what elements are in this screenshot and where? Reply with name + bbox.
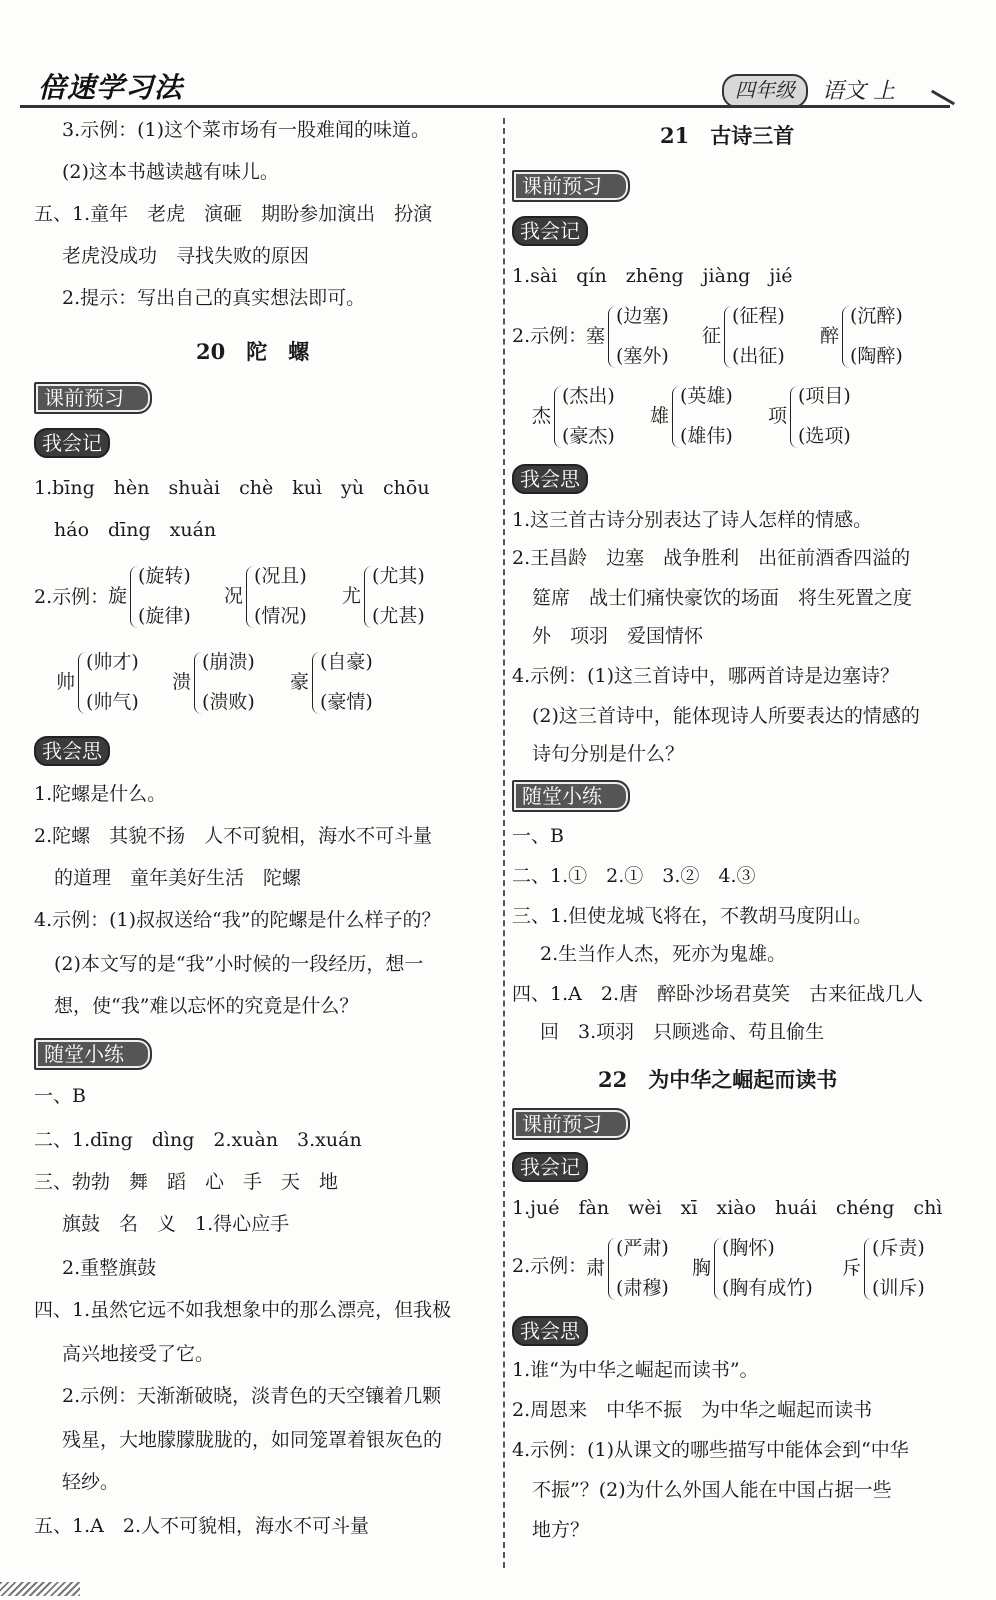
answer-line: 4.示例：(1)从课文的哪些描写中能体会到“中华 [512, 1439, 909, 1461]
answer-line: 外 项羽 爱国情怀 [532, 625, 704, 647]
pinyin-line: háo dīng xuán [54, 519, 217, 541]
answer-line: 回 3.项羽 只顾逃命、苟且偷生 [540, 1021, 825, 1043]
grade-badge: 四年级 [722, 74, 808, 108]
answer-line: 2.王昌龄 边塞 战争胜利 出征前酒香四溢的 [512, 547, 911, 569]
answer-line: 五、1.童年 老虎 演砸 期盼参加演出 扮演 [34, 203, 433, 225]
answer-line: 不振”？(2)为什么外国人能在中国占据一些 [532, 1479, 892, 1501]
subsection-tag-think: 我会思 [512, 464, 588, 494]
section-tag-practice: 随堂小练 [512, 780, 630, 812]
answer-line: 2.陀螺 其貌不扬 人不可貌相，海水不可斗量 [34, 825, 433, 847]
answer-line: 二、1.① 2.① 3.② 4.③ [512, 865, 756, 887]
answer-line: (2)这三首诗中，能体现诗人所要表达的情感的 [532, 705, 920, 727]
answer-line: (2)这本书越读越有味儿。 [62, 161, 279, 183]
answer-line: 五、1.A 2.人不可貌相，海水不可斗量 [34, 1515, 369, 1537]
column-divider [503, 118, 505, 1568]
answer-line: 三、勃勃 舞 蹈 心 手 天 地 [34, 1171, 339, 1193]
answer-line: 残星，大地朦朦胧胧的，如同笼罩着银灰色的 [62, 1429, 443, 1451]
answer-line: 1.陀螺是什么。 [34, 783, 167, 805]
subsection-tag-remember: 我会记 [34, 428, 110, 458]
answer-line: 诗句分别是什么？ [532, 743, 685, 765]
section-tag-preview: 课前预习 [512, 170, 630, 202]
answer-line: 2.周恩来 中华不振 为中华之崛起而读书 [512, 1399, 873, 1421]
lesson-title: 22 为中华之崛起而读书 [598, 1067, 838, 1092]
answer-line: 2.示例：天渐渐破晓，淡青色的天空镶着几颗 [62, 1385, 442, 1407]
page-header [0, 0, 996, 108]
answer-line: 老虎没成功 寻找失败的原因 [62, 245, 310, 267]
section-tag-preview: 课前预习 [34, 382, 152, 414]
example-prefix: 2.示例： [512, 1255, 588, 1277]
answer-line: 1.这三首古诗分别表达了诗人怎样的情感。 [512, 509, 873, 531]
header-rule-tip [931, 90, 955, 106]
answer-line: (2)本文写的是“我”小时候的一段经历，想一 [54, 953, 424, 975]
subsection-tag-think: 我会思 [34, 736, 110, 766]
subsection-tag-think: 我会思 [512, 1316, 588, 1346]
answer-line: 2.提示：写出自己的真实想法即可。 [62, 287, 366, 309]
lesson-title: 21 古诗三首 [660, 123, 795, 148]
section-tag-practice: 随堂小练 [34, 1038, 152, 1070]
answer-line: 一、B [34, 1085, 86, 1107]
footer-decoration [0, 1582, 80, 1596]
subsection-tag-remember: 我会记 [512, 1152, 588, 1182]
answer-line: 二、1.dīng dìng 2.xuàn 3.xuán [34, 1129, 362, 1151]
answer-line: 的道理 童年美好生活 陀螺 [54, 867, 302, 889]
answer-line: 高兴地接受了它。 [62, 1343, 215, 1365]
pinyin-line: 1.sài qín zhēng jiàng jié [512, 265, 793, 287]
answer-line: 3.示例：(1)这个菜市场有一股难闻的味道。 [62, 119, 431, 141]
pinyin-line: 1.jué fàn wèi xī xiào huái chéng chì [512, 1197, 943, 1219]
answer-line: 2.生当作人杰，死亦为鬼雄。 [540, 943, 787, 965]
answer-line: 轻纱。 [62, 1471, 120, 1493]
answer-line: 想，使“我”难以忘怀的究竟是什么？ [54, 995, 359, 1017]
lesson-title: 20 陀 螺 [196, 339, 310, 364]
pinyin-line: 1.bīng hèn shuài chè kuì yù chōu [34, 477, 430, 499]
header-rule [20, 105, 950, 108]
answer-line: 四、1.A 2.唐 醉卧沙场君莫笑 古来征战几人 [512, 983, 923, 1005]
answer-line: 筵席 战士们痛快豪饮的场面 将生死置之度 [532, 587, 913, 609]
answer-line: 2.重整旗鼓 [62, 1257, 157, 1279]
answer-line: 地方？ [532, 1519, 590, 1541]
brand-logo: 倍速学习法 [38, 71, 184, 104]
subject-label: 语文 上 [822, 79, 895, 104]
answer-line: 1.谁“为中华之崛起而读书”。 [512, 1359, 759, 1381]
example-prefix: 2.示例： [512, 325, 588, 347]
section-tag-preview: 课前预习 [512, 1108, 630, 1140]
example-prefix: 2.示例： [34, 586, 110, 608]
answer-line: 一、B [512, 825, 564, 847]
answer-line: 4.示例：(1)叔叔送给“我”的陀螺是什么样子的？ [34, 909, 441, 931]
subsection-tag-remember: 我会记 [512, 216, 588, 246]
answer-line: 三、1.但使龙城飞将在，不教胡马度阴山。 [512, 905, 873, 927]
answer-line: 四、1.虽然它远不如我想象中的那么漂亮，但我极 [34, 1299, 452, 1321]
answer-line: 旗鼓 名 义 1.得心应手 [62, 1213, 290, 1235]
answer-line: 4.示例：(1)这三首诗中，哪两首诗是边塞诗？ [512, 665, 900, 687]
